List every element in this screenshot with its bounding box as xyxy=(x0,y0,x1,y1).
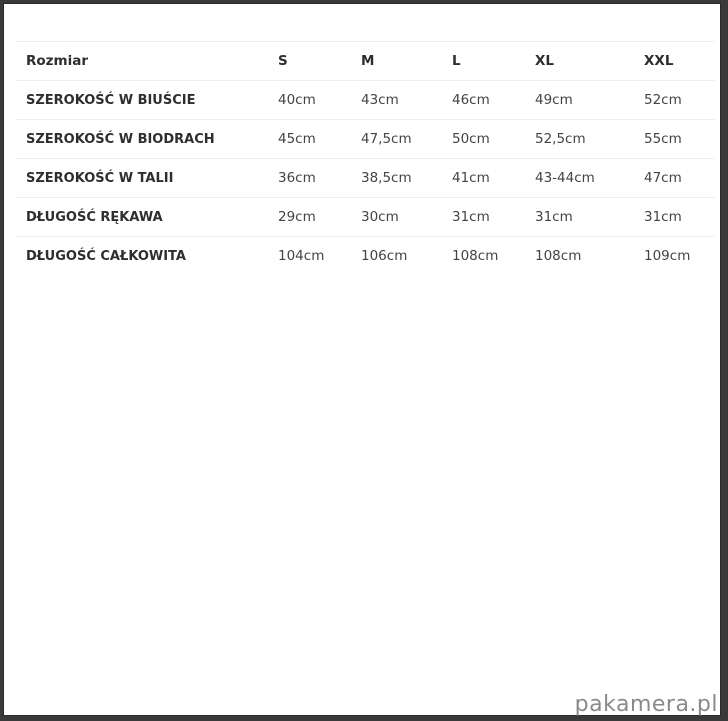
row-label: DŁUGOŚĆ RĘKAWA xyxy=(15,198,267,237)
image-frame xyxy=(3,3,721,716)
table-cell: 47cm xyxy=(633,159,715,198)
table-cell: 109cm xyxy=(633,237,715,276)
table-cell: 40cm xyxy=(267,81,350,120)
table-cell: 108cm xyxy=(441,237,524,276)
table-cell: 41cm xyxy=(441,159,524,198)
table-cell: 31cm xyxy=(524,198,633,237)
table-cell: 47,5cm xyxy=(350,120,441,159)
header-size-xl: XL xyxy=(524,42,633,81)
header-size-xxl: XXL xyxy=(633,42,715,81)
table-cell: 30cm xyxy=(350,198,441,237)
table-cell: 31cm xyxy=(441,198,524,237)
table-cell: 31cm xyxy=(633,198,715,237)
table-cell: 50cm xyxy=(441,120,524,159)
header-size-m: M xyxy=(350,42,441,81)
table-row-total-length xyxy=(15,237,715,276)
row-label: SZEROKOŚĆ W TALII xyxy=(15,159,267,198)
table-cell: 29cm xyxy=(267,198,350,237)
table-cell: 45cm xyxy=(267,120,350,159)
header-size-label: Rozmiar xyxy=(15,42,267,81)
table-row-hip-width xyxy=(15,120,715,159)
table-cell: 43-44cm xyxy=(524,159,633,198)
table-cell: 38,5cm xyxy=(350,159,441,198)
row-label: SZEROKOŚĆ W BIUŚCIE xyxy=(15,81,267,120)
table-cell: 43cm xyxy=(350,81,441,120)
size-chart-table xyxy=(15,41,715,275)
table-cell: 52cm xyxy=(633,81,715,120)
table-row-bust-width xyxy=(15,81,715,120)
table-cell: 46cm xyxy=(441,81,524,120)
pakamera-watermark: pakamera.pl xyxy=(574,692,718,717)
table-cell: 49cm xyxy=(524,81,633,120)
table-row-sleeve-length xyxy=(15,198,715,237)
header-size-s: S xyxy=(267,42,350,81)
table-row-waist-width xyxy=(15,159,715,198)
table-cell: 52,5cm xyxy=(524,120,633,159)
header-size-l: L xyxy=(441,42,524,81)
table-cell: 108cm xyxy=(524,237,633,276)
row-label: DŁUGOŚĆ CAŁKOWITA xyxy=(15,237,267,276)
table-header-row xyxy=(15,42,715,81)
table-cell: 106cm xyxy=(350,237,441,276)
table-cell: 36cm xyxy=(267,159,350,198)
row-label: SZEROKOŚĆ W BIODRACH xyxy=(15,120,267,159)
table-cell: 55cm xyxy=(633,120,715,159)
table-cell: 104cm xyxy=(267,237,350,276)
